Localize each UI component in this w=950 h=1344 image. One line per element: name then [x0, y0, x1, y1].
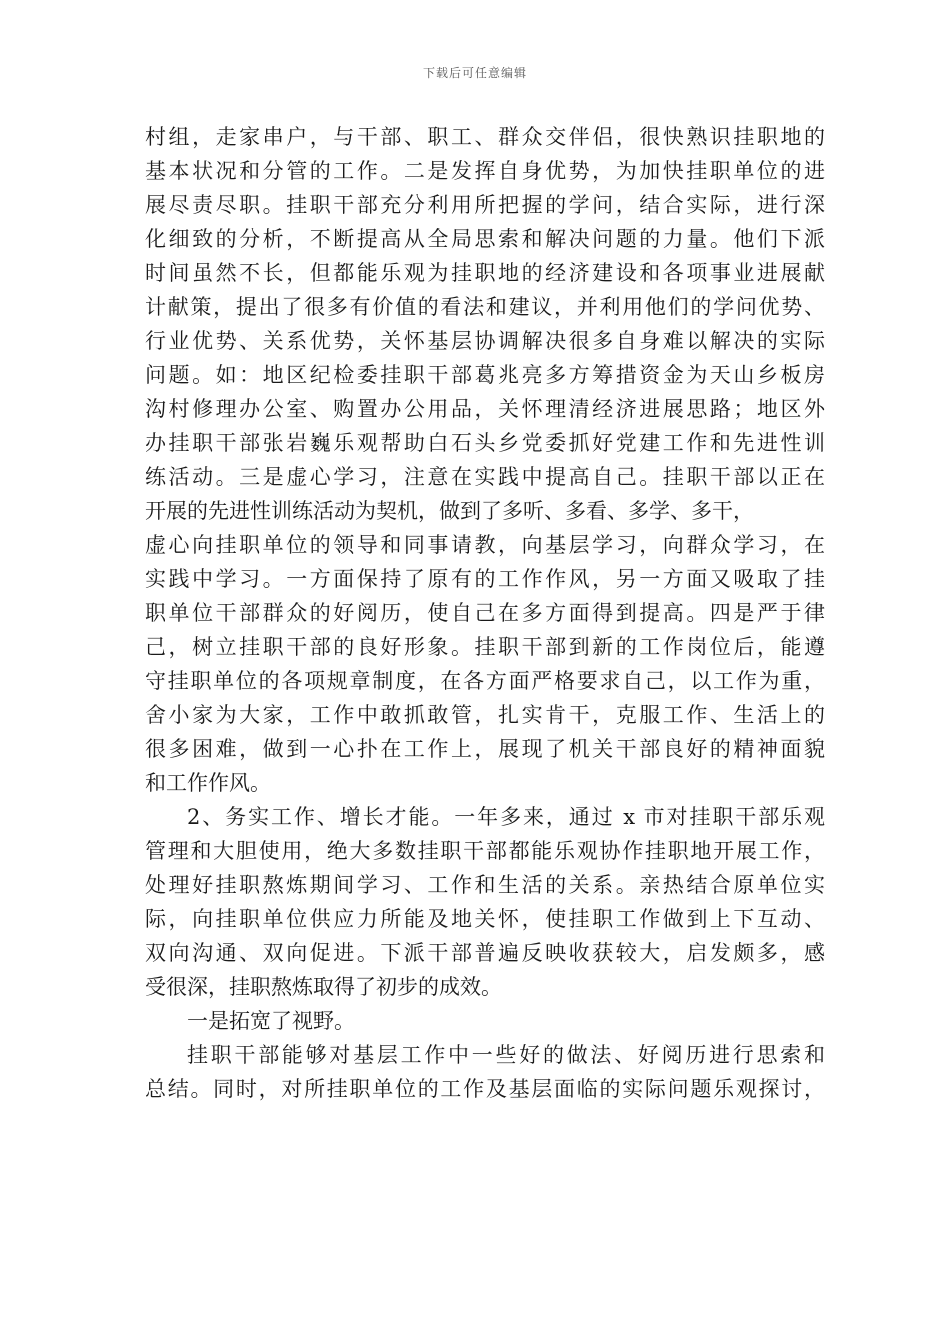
text-line: 问题。如：地区纪检委挂职干部葛兆亮多方筹措资金为天山乡板房 — [145, 363, 825, 387]
text-line: 开展的先进性训练活动为契机，做到了多听、多看、多学、多干， — [145, 499, 754, 523]
text-line: 挂职干部能够对基层工作中一些好的做法、好阅历进行思索和 — [187, 1043, 825, 1067]
text-line: 管理和大胆使用，绝大多数挂职干部都能乐观协作挂职地开展工作， — [145, 839, 825, 863]
text-line: 一是拓宽了视野。 — [187, 1009, 355, 1033]
text-line: 2、务实工作、增长才能。一年多来，通过 x 市对挂职干部乐观 — [187, 805, 825, 829]
text-line: 很多困难，做到一心扑在工作上，展现了机关干部良好的精神面貌 — [145, 737, 825, 761]
text-line: 职单位干部群众的好阅历，使自己在多方面得到提高。四是严于律 — [145, 601, 825, 625]
text-line: 守挂职单位的各项规章制度，在各方面严格要求自己，以工作为重， — [145, 669, 825, 693]
text-line: 己，树立挂职干部的良好形象。挂职干部到新的工作岗位后，能遵 — [145, 635, 825, 659]
text-line: 办挂职干部张岩巍乐观帮助白石头乡党委抓好党建工作和先进性训 — [145, 431, 825, 455]
text-line: 展尽责尽职。挂职干部充分利用所把握的学问，结合实际，进行深 — [145, 193, 825, 217]
text-line: 计献策，提出了很多有价值的看法和建议，并利用他们的学问优势、 — [145, 295, 825, 319]
text-line: 时间虽然不长，但都能乐观为挂职地的经济建设和各项事业进展献 — [145, 261, 825, 285]
text-line: 处理好挂职熬炼期间学习、工作和生活的关系。亲热结合原单位实 — [145, 873, 825, 897]
text-line: 总结。同时，对所挂职单位的工作及基层面临的实际问题乐观探讨， — [145, 1077, 825, 1101]
text-line: 实践中学习。一方面保持了原有的工作作风，另一方面又吸取了挂 — [145, 567, 825, 591]
text-line: 练活动。三是虚心学习，注意在实践中提高自己。挂职干部以正在 — [145, 465, 825, 489]
page-header-note: 下载后可任意编辑 — [422, 66, 527, 80]
text-line: 基本状况和分管的工作。二是发挥自身优势，为加快挂职单位的进 — [145, 159, 825, 183]
text-line: 沟村修理办公室、购置办公用品，关怀理清经济进展思路；地区外 — [145, 397, 825, 421]
text-line: 化细致的分析，不断提高从全局思索和解决问题的力量。他们下派 — [145, 227, 825, 251]
text-line: 虚心向挂职单位的领导和同事请教，向基层学习，向群众学习，在 — [145, 533, 825, 557]
text-line: 受很深，挂职熬炼取得了初步的成效。 — [145, 975, 502, 999]
document-body — [145, 120, 825, 1106]
text-line: 村组，走家串户，与干部、职工、群众交伴侣，很快熟识挂职地的 — [145, 125, 825, 149]
text-line: 际，向挂职单位供应力所能及地关怀，使挂职工作做到上下互动、 — [145, 907, 825, 931]
text-line: 舍小家为大家，工作中敢抓敢管，扎实肯干，克服工作、生活上的 — [145, 703, 825, 727]
text-line: 和工作作风。 — [145, 771, 271, 795]
text-line: 双向沟通、双向促进。下派干部普遍反映收获较大，启发颇多，感 — [145, 941, 825, 965]
text-line: 行业优势、关系优势，关怀基层协调解决很多自身难以解决的实际 — [145, 329, 825, 353]
